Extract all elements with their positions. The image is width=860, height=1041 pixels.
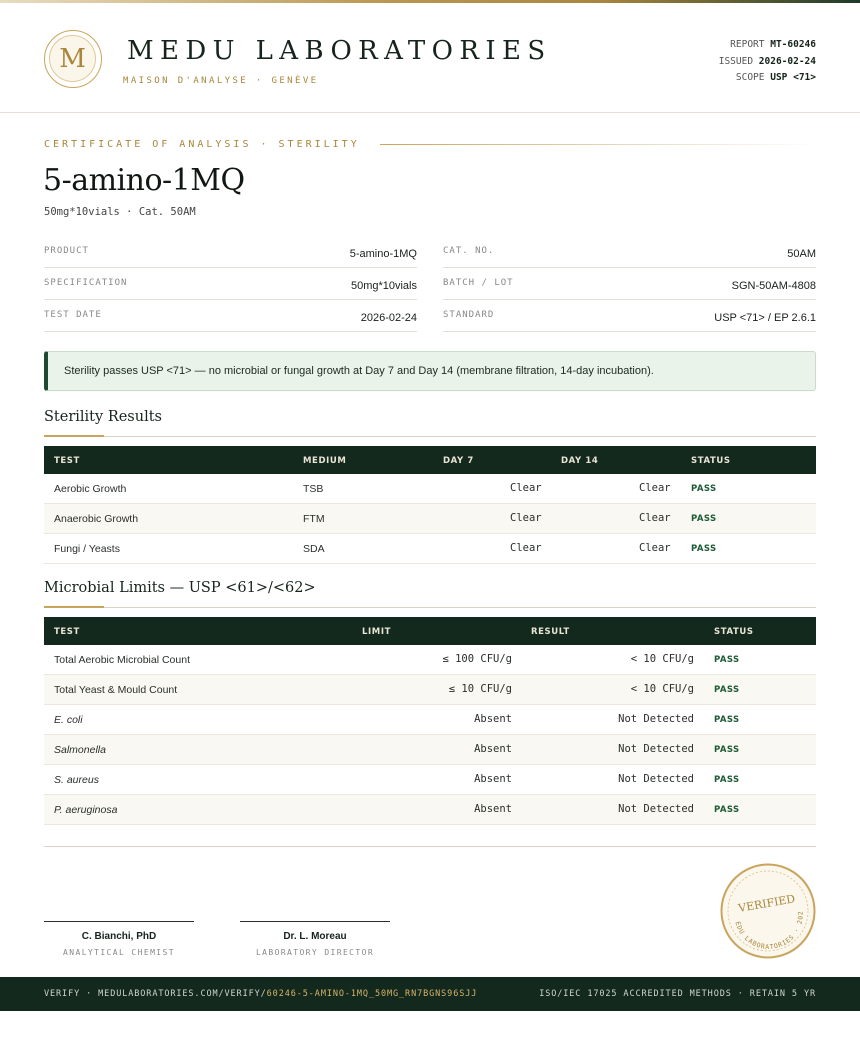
col-medium: MEDIUM (303, 456, 347, 466)
info-row-product (44, 237, 417, 268)
cell-medium: FTM (303, 513, 325, 525)
cell-limit: ≤ 100 CFU/g (442, 653, 512, 665)
status-badge: PASS (714, 775, 740, 785)
status-badge: PASS (714, 685, 740, 695)
signature-chemist (44, 921, 194, 957)
info-label: STANDARD (443, 310, 495, 320)
col-status: STATUS (691, 456, 731, 466)
table-row (44, 795, 816, 825)
meta-scope: SCOPE USP <71> (735, 72, 816, 83)
microbial-table (44, 617, 816, 825)
signature-divider (44, 846, 816, 847)
cell-day14: Clear (639, 482, 671, 494)
logo-monogram: M (49, 35, 96, 82)
col-test: TEST (54, 456, 80, 466)
signature-director (240, 921, 390, 957)
info-value: 50AM (787, 248, 816, 260)
brand-tagline: MAISON D'ANALYSE · GENÈVE (123, 76, 319, 86)
col-status: STATUS (714, 627, 754, 637)
section-accent (44, 435, 104, 437)
lab-logo (44, 30, 102, 88)
col-test: TEST (54, 627, 80, 637)
table-row (44, 504, 816, 534)
signatory-name: C. Bianchi, PhD (81, 931, 157, 942)
product-subtitle: 50mg*10vials · Cat. 50AM (44, 206, 196, 218)
cell-result: Not Detected (618, 803, 694, 815)
info-grid-right (443, 237, 816, 333)
eyebrow-divider (380, 144, 816, 145)
col-result: RESULT (531, 627, 570, 637)
info-value: 5-amino-1MQ (349, 248, 417, 260)
col-limit: LIMIT (362, 627, 391, 637)
info-row-standard (443, 301, 816, 332)
cell-day7: Clear (510, 482, 542, 494)
info-row-batch (443, 269, 816, 300)
cell-result: Not Detected (618, 773, 694, 785)
brand-name: MEDU LABORATORIES (127, 36, 552, 66)
info-label: BATCH / LOT (443, 278, 514, 288)
cell-medium: SDA (303, 543, 325, 555)
document-eyebrow: CERTIFICATE OF ANALYSIS · STERILITY (44, 139, 360, 150)
section-divider (44, 607, 816, 608)
signatory-role: ANALYTICAL CHEMIST (63, 948, 175, 957)
sterility-pass-notice: Sterility passes USP <71> — no microbial or fungal growth at Day 7 and Day 14 (membrane filtration, 14-day incubation). (44, 351, 816, 391)
table-row (44, 765, 816, 795)
info-value: 2026-02-24 (360, 312, 417, 324)
footer-bar (0, 977, 860, 1011)
info-value: 50mg*10vials (350, 280, 417, 292)
meta-issued: ISSUED 2026-02-24 (718, 55, 816, 67)
cell-day14: Clear (639, 542, 671, 554)
status-badge: PASS (714, 655, 740, 665)
product-title: 5-amino-1MQ (43, 163, 245, 198)
seal-word: VERIFIED (737, 892, 797, 916)
signatory-role: LABORATORY DIRECTOR (255, 948, 375, 957)
info-label: SPECIFICATION (44, 278, 128, 288)
signature-line (44, 921, 194, 922)
status-badge: PASS (714, 745, 740, 755)
info-label: PRODUCT (44, 246, 89, 256)
table-row (44, 705, 816, 735)
table-row (44, 675, 816, 705)
info-label: CAT. NO. (443, 246, 495, 256)
table-header (44, 446, 816, 474)
cell-limit: Absent (474, 743, 512, 755)
info-value: SGN-50AM-4808 (731, 280, 816, 292)
cell-test: P. aeruginosa (54, 804, 118, 816)
status-badge: PASS (691, 544, 717, 554)
info-value: USP <71> / EP 2.6.1 (714, 312, 816, 324)
cell-test: S. aureus (54, 774, 99, 786)
header (0, 3, 860, 113)
col-day7: DAY 7 (443, 456, 474, 466)
cell-limit: ≤ 10 CFU/g (448, 683, 512, 695)
sterility-table (44, 446, 816, 564)
meta-report: REPORT MT-60246 (730, 39, 816, 50)
verify-link[interactable]: VERIFY · MEDULABORATORIES.COM/VERIFY/60246-5-AMINO-1MQ_50MG_RN7BGNS96SJJ (44, 989, 478, 999)
cell-result: < 10 CFU/g (630, 653, 694, 665)
microbial-section-title: Microbial Limits — USP <61>/<62> (44, 580, 316, 596)
cell-limit: Absent (474, 713, 512, 725)
status-badge: PASS (691, 514, 717, 524)
info-grid-left (44, 237, 417, 333)
section-divider (44, 436, 816, 437)
table-row (44, 474, 816, 504)
report-meta (719, 37, 816, 87)
cell-test: Total Yeast & Mould Count (54, 684, 178, 696)
cell-day14: Clear (639, 512, 671, 524)
info-row-cat-no (443, 237, 816, 268)
cell-day7: Clear (510, 542, 542, 554)
table-header (44, 617, 816, 645)
signature-line (240, 921, 390, 922)
cell-result: Not Detected (618, 743, 694, 755)
accreditation-note: ISO/IEC 17025 ACCREDITED METHODS · RETAIN 5 YR (539, 989, 816, 999)
cell-test: Aerobic Growth (54, 483, 127, 495)
cell-test: E. coli (54, 714, 83, 726)
table-row (44, 645, 816, 675)
cell-test: Anaerobic Growth (54, 513, 139, 525)
cell-day7: Clear (510, 512, 542, 524)
info-label: TEST DATE (44, 310, 102, 320)
table-row (44, 534, 816, 564)
sterility-section-title: Sterility Results (44, 409, 162, 425)
cell-result: Not Detected (618, 713, 694, 725)
table-row (44, 735, 816, 765)
cell-result: < 10 CFU/g (630, 683, 694, 695)
info-row-specification (44, 269, 417, 300)
verify-code: 60246-5-AMINO-1MQ_50MG_RN7BGNS96SJJ (266, 989, 478, 999)
cell-limit: Absent (474, 773, 512, 785)
status-badge: PASS (714, 715, 740, 725)
verified-seal (720, 863, 816, 959)
cell-test: Salmonella (54, 744, 106, 756)
status-badge: PASS (691, 484, 717, 494)
signatory-name: Dr. L. Moreau (283, 931, 347, 942)
cell-test: Fungi / Yeasts (54, 543, 120, 555)
seal-ring-text: MEDU LABORATORIES · 2026 (733, 910, 805, 951)
section-accent (44, 606, 104, 608)
status-badge: PASS (714, 805, 740, 815)
cell-test: Total Aerobic Microbial Count (54, 654, 190, 666)
cell-limit: Absent (474, 803, 512, 815)
info-row-test-date (44, 301, 417, 332)
col-day14: DAY 14 (561, 456, 599, 466)
cell-medium: TSB (303, 483, 324, 495)
